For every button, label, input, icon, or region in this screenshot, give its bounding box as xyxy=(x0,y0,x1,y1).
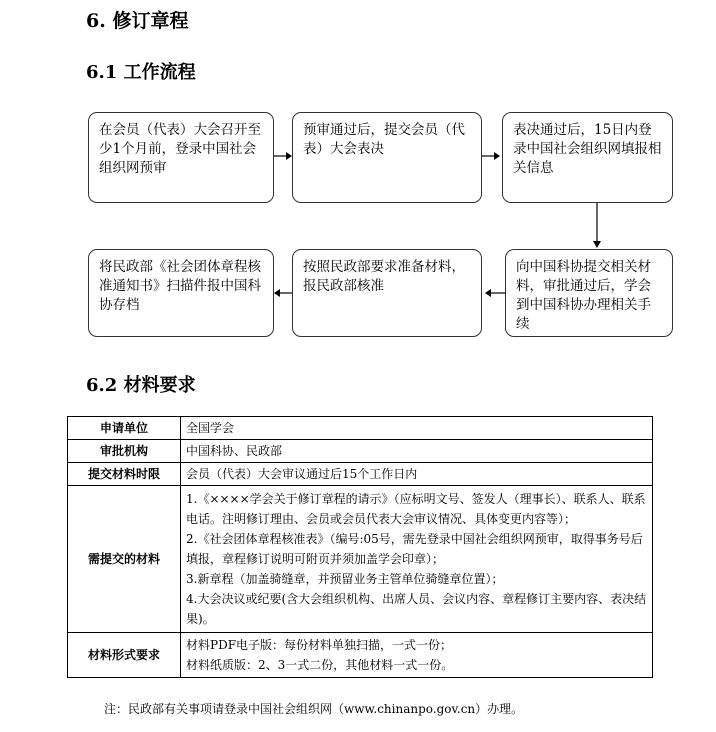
section-6-2-title: 6.2 材料要求 xyxy=(86,375,196,396)
flow-step-3-text: 表决通过后，15日内登录中国社会组织网填报相关信息 xyxy=(513,122,662,176)
table-row xyxy=(68,463,653,486)
approval-label: 审批机构 xyxy=(68,440,181,463)
flow-step-2-text: 预审通过后，提交会员（代表）大会表决 xyxy=(303,122,465,157)
table-row xyxy=(68,633,653,678)
applicant-label: 申请单位 xyxy=(68,417,181,440)
table-row xyxy=(68,486,653,633)
flow-step-3 xyxy=(502,112,673,203)
format-item-2: 材料纸质版：2、3一式二份，其他材料一式一份。 xyxy=(186,658,454,672)
flow-step-4-text: 向中国科协提交相关材料，审批通过后，学会到中国科协办理相关手续 xyxy=(516,259,651,332)
materials-label: 需提交的材料 xyxy=(68,486,181,633)
arrow-right-icon xyxy=(274,150,294,162)
arrow-left-icon xyxy=(273,287,293,299)
materials-list xyxy=(181,486,653,633)
arrow-down-icon xyxy=(591,203,603,249)
flow-step-1 xyxy=(88,112,274,203)
table-row xyxy=(68,417,653,440)
flow-step-5-text: 按照民政部要求准备材料，报民政部核准 xyxy=(303,259,465,294)
table-row xyxy=(68,440,653,463)
applicant-value: 全国学会 xyxy=(181,417,653,440)
arrow-right-icon xyxy=(482,150,502,162)
flow-step-5 xyxy=(292,249,482,337)
flow-step-4 xyxy=(505,249,673,337)
material-item-3: 3.新章程（加盖骑缝章，并预留业务主管单位骑缝章位置）； xyxy=(186,572,504,586)
section-6-1-title: 6.1 工作流程 xyxy=(86,62,196,83)
format-item-1: 材料PDF电子版：每份材料单独扫描，一式一份； xyxy=(186,638,453,652)
material-item-2: 2.《社会团体章程核准表》（编号:05号，需先登录中国社会组织网预审，取得事务号后填报，章程修订说明可附页并须加盖学会印章）； xyxy=(186,532,643,566)
flow-step-2 xyxy=(292,112,482,203)
flow-step-6 xyxy=(88,249,274,337)
footnote: 注：民政部有关事项请登录中国社会组织网（www.chinanpo.gov.cn）办理。 xyxy=(104,702,524,716)
material-item-4: 4.大会决议或纪要(含大会组织机构、出席人员、会议内容、章程修订主要内容、表决结果)。 xyxy=(186,592,647,626)
flow-step-6-text: 将民政部《社会团体章程核准通知书》扫描件报中国科协存档 xyxy=(99,259,261,313)
deadline-label: 提交材料时限 xyxy=(68,463,181,486)
arrow-left-icon xyxy=(484,287,506,299)
format-label: 材料形式要求 xyxy=(68,633,181,678)
section-6-title: 6. 修订章程 xyxy=(86,10,189,32)
material-item-1: 1.《××××学会关于修订章程的请示》（应标明文号、签发人（理事长）、联系人、联系电话。注明修订理由、会员或会员代表大会审议情况、具体变更内容等）； xyxy=(186,492,646,526)
flow-step-1-text: 在会员（代表）大会召开至少1个月前，登录中国社会组织网预审 xyxy=(99,122,261,176)
deadline-value: 会员（代表）大会审议通过后15个工作日内 xyxy=(181,463,653,486)
materials-table xyxy=(67,416,653,678)
approval-value: 中国科协、民政部 xyxy=(181,440,653,463)
format-list xyxy=(181,633,653,678)
